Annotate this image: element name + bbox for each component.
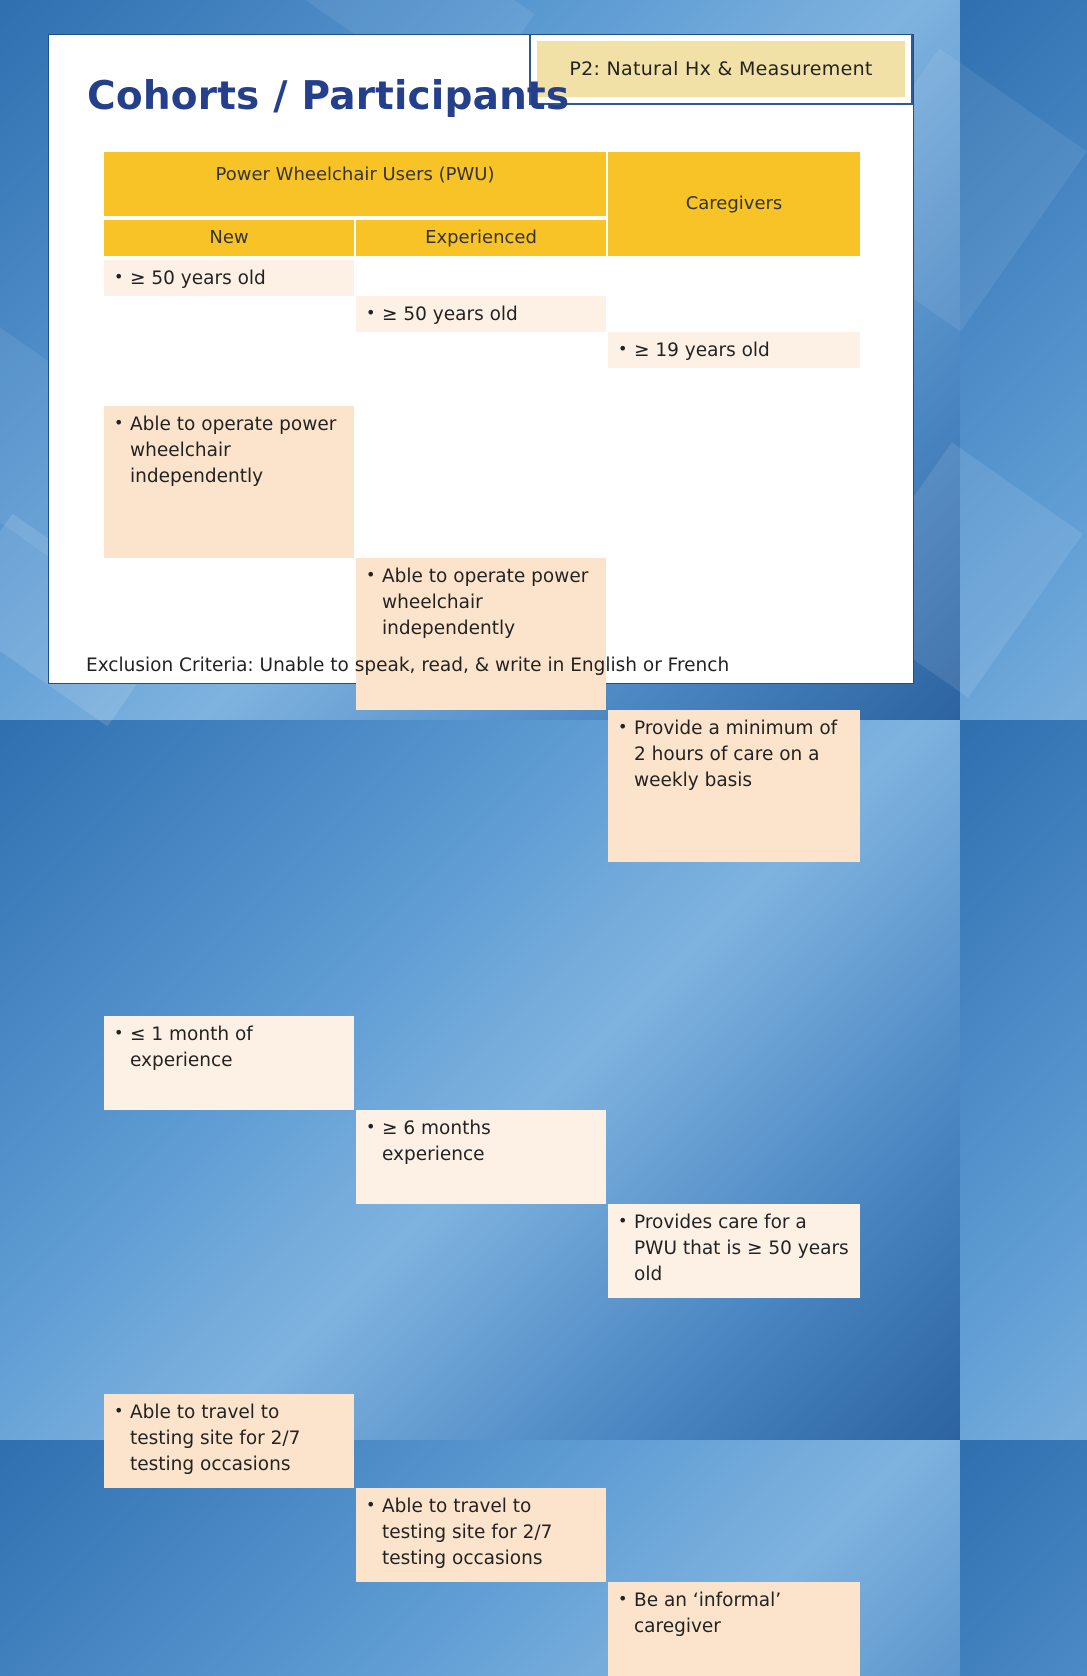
cell-text: Able to operate power wheelchair independently	[130, 414, 337, 487]
cell-exp-experience	[356, 1110, 606, 1204]
cell-exp-travel	[356, 1488, 606, 1582]
cell-care-age	[608, 332, 860, 368]
slide-title: Cohorts / Participants	[87, 74, 570, 119]
header-experienced: Experienced	[356, 220, 606, 256]
cell-new-operate	[104, 406, 354, 558]
cell-new-age	[104, 260, 354, 296]
cell-exp-operate	[356, 558, 606, 710]
cell-care-provides	[608, 1204, 860, 1298]
cell-care-informal	[608, 1582, 860, 1676]
cell-new-travel	[104, 1394, 354, 1488]
exclusion-criteria: Exclusion Criteria: Unable to speak, read, & write in English or French	[86, 655, 730, 676]
cell-care-minimum	[608, 710, 860, 862]
cell-text: ≤ 1 month of experience	[130, 1024, 253, 1071]
cell-text: Provide a minimum of 2 hours of care on a weekly basis	[634, 718, 838, 791]
section-tag-label: P2: Natural Hx & Measurement	[537, 41, 905, 97]
cell-text: Able to travel to testing site for 2/7 testing occasions	[382, 1496, 553, 1569]
cell-text: ≥ 19 years old	[634, 340, 770, 361]
cohorts-table	[104, 152, 860, 1637]
section-tag	[529, 35, 913, 105]
cell-text: Provides care for a PWU that is ≥ 50 years old	[634, 1212, 849, 1285]
cell-text: Able to operate power wheelchair independently	[382, 566, 589, 639]
cell-text: ≥ 6 months experience	[382, 1118, 491, 1165]
cell-text: Be an ‘informal’ caregiver	[634, 1590, 782, 1637]
cell-text: ≥ 50 years old	[130, 268, 266, 289]
cell-text: ≥ 50 years old	[382, 304, 518, 325]
header-caregivers: Caregivers	[608, 152, 860, 256]
header-new: New	[104, 220, 354, 256]
cell-text: Able to travel to testing site for 2/7 testing occasions	[130, 1402, 301, 1475]
header-pwu: Power Wheelchair Users (PWU)	[104, 152, 606, 216]
cell-new-experience	[104, 1016, 354, 1110]
cell-exp-age	[356, 296, 606, 332]
